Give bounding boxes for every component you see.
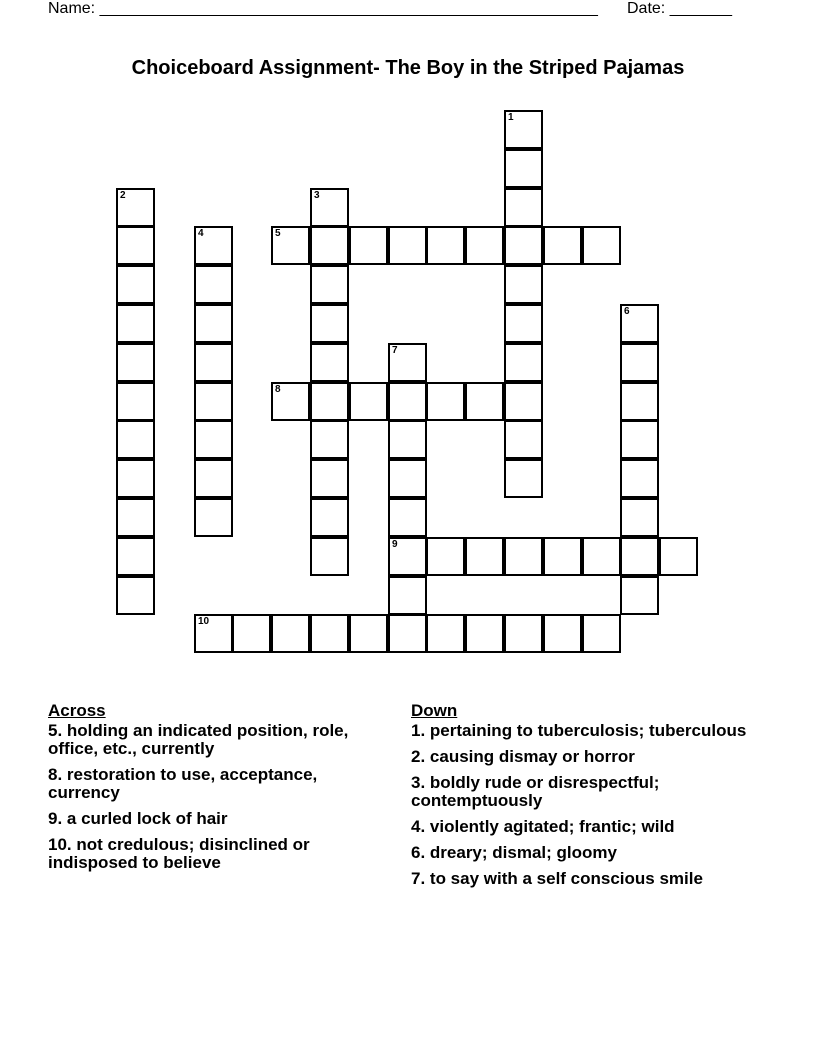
down-clues	[411, 700, 756, 896]
clue-number-label: 9.	[48, 809, 63, 828]
grid-cell[interactable]	[194, 226, 233, 265]
down-clue	[411, 774, 756, 810]
grid-cell[interactable]	[194, 498, 233, 537]
grid-cell[interactable]	[388, 343, 427, 382]
grid-cell[interactable]	[620, 382, 659, 421]
grid-cell[interactable]	[620, 498, 659, 537]
grid-cell[interactable]	[582, 614, 621, 653]
grid-cell[interactable]	[465, 614, 504, 653]
grid-cell[interactable]	[504, 614, 543, 653]
across-clue	[48, 836, 393, 872]
clue-number-label: 7.	[411, 869, 426, 888]
grid-cell[interactable]	[426, 382, 465, 421]
grid-cell[interactable]	[620, 459, 659, 498]
clue-text: boldly rude or disrespectful; contemptuously	[411, 773, 660, 810]
clue-text: not credulous; disinclined or indisposed to believe	[48, 835, 310, 872]
grid-cell[interactable]	[116, 498, 155, 537]
grid-cell[interactable]	[116, 265, 155, 304]
clue-number: 3	[314, 190, 320, 201]
grid-cell[interactable]	[116, 304, 155, 343]
grid-cell[interactable]	[116, 459, 155, 498]
grid-cell[interactable]	[582, 537, 621, 576]
clue-text: dreary; dismal; gloomy	[425, 843, 617, 862]
grid-cell[interactable]	[310, 382, 349, 421]
across-clue-list	[48, 722, 393, 872]
clue-text: a curled lock of hair	[62, 809, 228, 828]
grid-cell[interactable]	[504, 537, 543, 576]
clue-text: violently agitated; frantic; wild	[425, 817, 675, 836]
grid-cell[interactable]	[310, 265, 349, 304]
clue-number: 8	[275, 384, 281, 395]
grid-cell[interactable]	[388, 459, 427, 498]
down-clue	[411, 870, 756, 888]
clue-number: 5	[275, 228, 281, 239]
clue-number: 6	[624, 306, 630, 317]
grid-cell[interactable]	[388, 537, 427, 576]
grid-cell[interactable]	[310, 188, 349, 227]
grid-cell[interactable]	[620, 576, 659, 615]
clue-number: 9	[392, 539, 398, 550]
grid-cell[interactable]	[388, 420, 427, 459]
grid-cell[interactable]	[582, 226, 621, 265]
grid-cell[interactable]	[620, 343, 659, 382]
grid-cell[interactable]	[504, 226, 543, 265]
grid-cell[interactable]	[310, 537, 349, 576]
clue-text: pertaining to tuberculosis; tuberculous	[425, 721, 747, 740]
down-clue	[411, 844, 756, 862]
across-clues	[48, 700, 393, 880]
grid-cell[interactable]	[426, 614, 465, 653]
grid-cell[interactable]	[504, 110, 543, 149]
grid-cell[interactable]	[310, 226, 349, 265]
grid-cell[interactable]	[504, 188, 543, 227]
across-clue	[48, 766, 393, 802]
grid-cell[interactable]	[116, 420, 155, 459]
grid-cell[interactable]	[232, 614, 271, 653]
grid-cell[interactable]	[116, 537, 155, 576]
grid-cell[interactable]	[271, 382, 310, 421]
grid-cell[interactable]	[194, 304, 233, 343]
clue-number-label: 4.	[411, 817, 426, 836]
grid-cell[interactable]	[194, 459, 233, 498]
down-heading: Down	[411, 701, 458, 720]
down-clue	[411, 722, 756, 740]
grid-cell[interactable]	[116, 188, 155, 227]
grid-cell[interactable]	[620, 304, 659, 343]
clue-text: restoration to use, acceptance, currency	[48, 765, 318, 802]
grid-cell[interactable]	[194, 382, 233, 421]
grid-cell[interactable]	[504, 149, 543, 188]
clue-number-label: 3.	[411, 773, 426, 792]
clue-text: causing dismay or horror	[425, 747, 635, 766]
grid-cell[interactable]	[388, 614, 427, 653]
grid-cell[interactable]	[388, 226, 427, 265]
grid-cell[interactable]	[504, 304, 543, 343]
clue-number: 4	[198, 228, 204, 239]
grid-cell[interactable]	[620, 537, 659, 576]
grid-cell[interactable]	[271, 614, 310, 653]
grid-cell[interactable]	[504, 420, 543, 459]
grid-cell[interactable]	[194, 614, 233, 653]
down-clue	[411, 818, 756, 836]
across-clue	[48, 810, 393, 828]
grid-cell[interactable]	[116, 226, 155, 265]
grid-cell[interactable]	[349, 382, 388, 421]
grid-cell[interactable]	[310, 498, 349, 537]
grid-cell[interactable]	[504, 343, 543, 382]
clue-number: 10	[198, 616, 210, 627]
grid-cell[interactable]	[426, 537, 465, 576]
grid-cell[interactable]	[194, 343, 233, 382]
grid-cell[interactable]	[465, 537, 504, 576]
grid-cell[interactable]	[543, 537, 582, 576]
clue-number-label: 8.	[48, 765, 63, 784]
grid-cell[interactable]	[310, 343, 349, 382]
grid-cell[interactable]	[504, 382, 543, 421]
grid-cell[interactable]	[388, 382, 427, 421]
grid-cell[interactable]	[543, 614, 582, 653]
clue-number: 7	[392, 345, 398, 356]
across-clue	[48, 722, 393, 758]
across-heading: Across	[48, 701, 106, 720]
clue-text: to say with a self conscious smile	[425, 869, 703, 888]
clue-number-label: 1.	[411, 721, 426, 740]
grid-cell[interactable]	[116, 343, 155, 382]
grid-cell[interactable]	[426, 226, 465, 265]
clue-number-label: 5.	[48, 721, 63, 740]
clue-number-label: 10.	[48, 835, 72, 854]
grid-cell[interactable]	[116, 576, 155, 615]
grid-cell[interactable]	[465, 226, 504, 265]
date-field-label: Date: _______	[627, 0, 732, 17]
grid-cell[interactable]	[310, 614, 349, 653]
grid-cell[interactable]	[465, 382, 504, 421]
grid-cell[interactable]	[310, 459, 349, 498]
grid-cell[interactable]	[388, 498, 427, 537]
grid-cell[interactable]	[271, 226, 310, 265]
grid-cell[interactable]	[310, 304, 349, 343]
clue-number: 2	[120, 190, 126, 201]
grid-cell[interactable]	[388, 576, 427, 615]
clue-number-label: 6.	[411, 843, 426, 862]
clue-text: holding an indicated position, role, office, etc., currently	[48, 721, 349, 758]
grid-cell[interactable]	[620, 420, 659, 459]
clue-number: 1	[508, 112, 514, 123]
grid-cell[interactable]	[504, 459, 543, 498]
grid-cell[interactable]	[116, 382, 155, 421]
grid-cell[interactable]	[349, 226, 388, 265]
grid-cell[interactable]	[194, 265, 233, 304]
grid-cell[interactable]	[504, 265, 543, 304]
grid-cell[interactable]	[310, 420, 349, 459]
grid-cell[interactable]	[659, 537, 698, 576]
name-field-label: Name: ________________________________________________________	[48, 0, 598, 17]
grid-cell[interactable]	[194, 420, 233, 459]
down-clue-list	[411, 722, 756, 888]
grid-cell[interactable]	[349, 614, 388, 653]
down-clue	[411, 748, 756, 766]
page-title: Choiceboard Assignment- The Boy in the Striped Pajamas	[131, 57, 685, 79]
grid-cell[interactable]	[543, 226, 582, 265]
clue-number-label: 2.	[411, 747, 426, 766]
